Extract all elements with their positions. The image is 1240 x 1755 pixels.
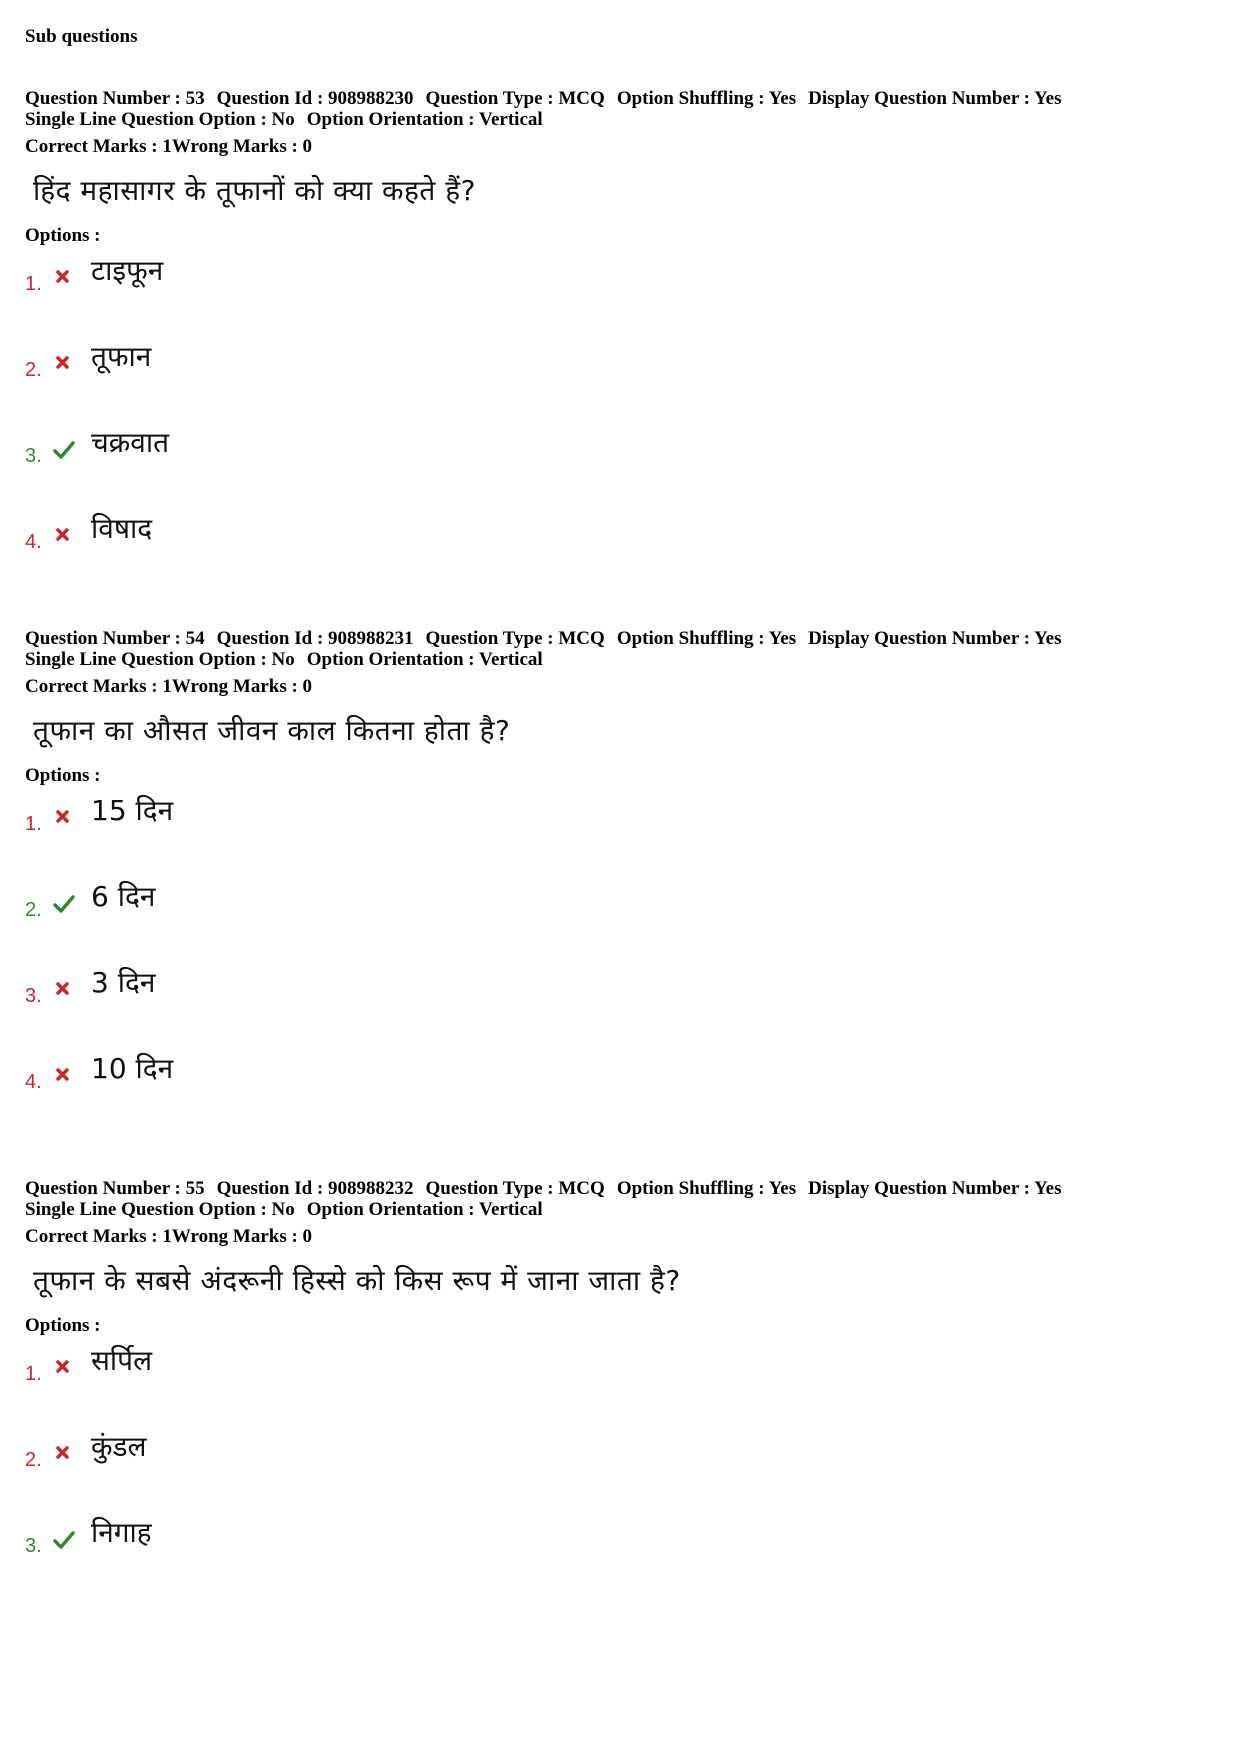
option-text: निगाह (91, 1516, 152, 1549)
cross-icon (53, 1357, 75, 1379)
option-item (25, 1045, 1215, 1131)
option-orientation: Option Orientation : Vertical (306, 649, 543, 670)
option-item (25, 419, 1215, 505)
option-item (25, 1509, 1215, 1595)
question-id: Question Id : 908988230 (216, 88, 414, 109)
option-number: 1. (25, 273, 42, 295)
question-number: Question Number : 54 (25, 628, 205, 649)
option-item (25, 959, 1215, 1045)
option-text: विषाद (91, 512, 153, 545)
options-label: Options : (25, 1315, 101, 1336)
question-meta (25, 628, 1215, 649)
check-icon (53, 893, 75, 915)
option-text: तूफान (91, 340, 152, 373)
wrong-marks: Wrong Marks : 0 (171, 1226, 313, 1247)
option-number: 2. (25, 899, 42, 921)
question-number: Question Number : 53 (25, 88, 205, 109)
option-item (25, 787, 1215, 873)
option-text: कुंडल (91, 1430, 147, 1463)
option-number: 3. (25, 1535, 42, 1557)
question-text: तूफान के सबसे अंदरूनी हिस्से को किस रूप में जाना जाता है? (33, 1264, 681, 1297)
marks-line (25, 676, 1215, 697)
correct-marks: Correct Marks : 1 (25, 136, 172, 157)
option-number: 4. (25, 531, 42, 553)
option-shuffling: Option Shuffling : Yes (616, 628, 797, 649)
wrong-marks: Wrong Marks : 0 (171, 676, 313, 697)
option-number: 4. (25, 1071, 42, 1093)
display-question-number: Display Question Number : Yes (808, 628, 1062, 649)
option-item (25, 873, 1215, 959)
option-text: 15 दिन (91, 794, 174, 827)
option-text: 10 दिन (91, 1052, 174, 1085)
options-label: Options : (25, 225, 101, 246)
option-number: 2. (25, 1449, 42, 1471)
question-meta-2 (25, 649, 1215, 670)
question-meta (25, 88, 1215, 109)
single-line-option: Single Line Question Option : No (25, 109, 295, 130)
marks-line (25, 136, 1215, 157)
cross-icon (53, 979, 75, 1001)
cross-icon (53, 267, 75, 289)
question-meta-2 (25, 1199, 1215, 1220)
question-id: Question Id : 908988231 (216, 628, 414, 649)
question-block (25, 88, 1215, 591)
question-number: Question Number : 55 (25, 1178, 205, 1199)
option-item (25, 1337, 1215, 1423)
option-number: 1. (25, 1363, 42, 1385)
question-block (25, 628, 1215, 1131)
option-number: 3. (25, 445, 42, 467)
option-item (25, 505, 1215, 591)
option-number: 1. (25, 813, 42, 835)
option-orientation: Option Orientation : Vertical (306, 1199, 543, 1220)
option-number: 2. (25, 359, 42, 381)
check-icon (53, 1529, 75, 1551)
question-text: तूफान का औसत जीवन काल कितना होता है? (33, 714, 511, 747)
display-question-number: Display Question Number : Yes (808, 1178, 1062, 1199)
wrong-marks: Wrong Marks : 0 (171, 136, 313, 157)
option-number: 3. (25, 985, 42, 1007)
question-type: Question Type : MCQ (425, 88, 605, 109)
option-shuffling: Option Shuffling : Yes (616, 1178, 797, 1199)
single-line-option: Single Line Question Option : No (25, 1199, 295, 1220)
question-text: हिंद महासागर के तूफानों को क्या कहते हैं? (33, 174, 476, 207)
option-item (25, 1423, 1215, 1509)
check-icon (53, 439, 75, 461)
option-shuffling: Option Shuffling : Yes (616, 88, 797, 109)
question-id: Question Id : 908988232 (216, 1178, 414, 1199)
option-text: 6 दिन (91, 880, 156, 913)
cross-icon (53, 525, 75, 547)
correct-marks: Correct Marks : 1 (25, 676, 172, 697)
option-text: 3 दिन (91, 966, 156, 999)
option-item (25, 333, 1215, 419)
marks-line (25, 1226, 1215, 1247)
display-question-number: Display Question Number : Yes (808, 88, 1062, 109)
option-text: सर्पिल (91, 1344, 153, 1377)
option-item (25, 247, 1215, 333)
question-meta (25, 1178, 1215, 1199)
single-line-option: Single Line Question Option : No (25, 649, 295, 670)
cross-icon (53, 807, 75, 829)
cross-icon (53, 353, 75, 375)
question-type: Question Type : MCQ (425, 628, 605, 649)
question-type: Question Type : MCQ (425, 1178, 605, 1199)
page-title: Sub questions (25, 26, 138, 47)
option-text: चक्रवात (91, 426, 170, 459)
options-label: Options : (25, 765, 101, 786)
correct-marks: Correct Marks : 1 (25, 1226, 172, 1247)
cross-icon (53, 1065, 75, 1087)
question-meta-2 (25, 109, 1215, 130)
question-block (25, 1178, 1215, 1595)
cross-icon (53, 1443, 75, 1465)
option-orientation: Option Orientation : Vertical (306, 109, 543, 130)
option-text: टाइफून (91, 254, 164, 287)
